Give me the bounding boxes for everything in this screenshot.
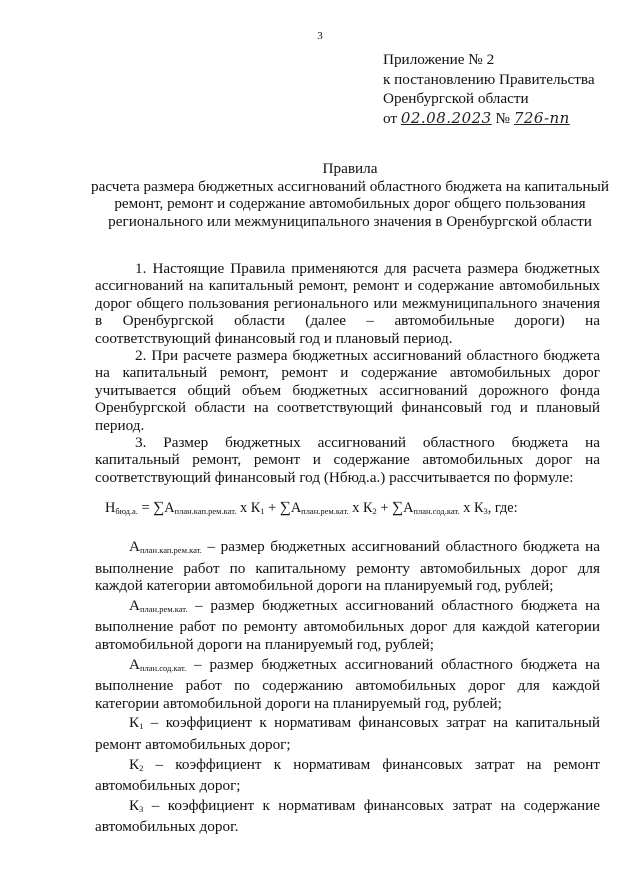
definition-symbol: К (129, 755, 140, 773)
paragraph-2: 2. При расчете размера бюджетных ассигнований областного бюджета на капитальный ремонт, ремонт и содержание автомобильных дорог учитывается общий объем бюджетных ассигнований дорожного фонда Оренбургской области на соответствующий финансовый год и плановый период. (95, 347, 600, 434)
definition-symbol: А (129, 538, 140, 555)
formula-k3-sub: 3 (483, 506, 488, 516)
formula-a3: А (403, 500, 414, 516)
formula-lhs-sub: бюд.а. (115, 506, 138, 516)
definition-symbol: К (129, 796, 140, 814)
formula-tail: , где: (487, 500, 518, 516)
page-number: 3 (317, 30, 323, 42)
sum-symbol: ∑ (279, 499, 291, 516)
appendix-line-1: Приложение № 2 (383, 51, 495, 68)
formula-a1-sub: план.кап.рем.кат. (174, 506, 237, 516)
formula-lhs: Н (105, 500, 116, 516)
formula-times: x (463, 500, 471, 516)
formula-k3: К (473, 500, 484, 516)
formula-a2: А (290, 500, 302, 516)
document-title (90, 160, 610, 230)
handwritten-date: 02.08.2023 (400, 108, 492, 127)
appendix-date-line (383, 109, 595, 129)
definition-subscript: 2 (139, 762, 144, 773)
formula-k1: К (250, 500, 261, 516)
definition-subscript: план.кап.рем.кат. (139, 545, 202, 555)
handwritten-number: 726-пп (513, 108, 570, 127)
formula-times: x (239, 500, 248, 516)
definition-subscript: план.сод.кат. (139, 662, 187, 673)
definition-text: – коэффициент к нормативам финансовых затрат на капитальный ремонт автомобильных дорог; (95, 714, 600, 753)
appendix-line-2: к постановлению Правительства (383, 70, 595, 88)
definition-item (95, 797, 600, 836)
definition-item (95, 714, 600, 753)
definition-text: – размер бюджетных ассигнований областного бюджета на выполнение работ по содержанию автомобильных дорог для каждой категории автомобильной дороги на планируемый год, рублей; (95, 655, 600, 712)
definition-item (95, 656, 600, 713)
definition-item (95, 538, 600, 595)
main-text (95, 260, 600, 486)
paragraph-1: 1. Настоящие Правила применяются для расчета размера бюджетных ассигнований на капитальный ремонт, ремонт и содержание автомобильных дорог общего пользования регионального или межмуниципального значения в Оренбургской области (далее – автомобильные дороги) на соответствующий финансовый год и плановый период. (95, 260, 600, 347)
title-heading: Правила (322, 160, 378, 177)
definition-item (95, 756, 600, 795)
date-prefix: от (383, 109, 398, 127)
definition-text: – коэффициент к нормативам финансовых затрат на ремонт автомобильных дорог; (95, 755, 600, 795)
definition-subscript: 1 (139, 721, 144, 732)
formula-a3-sub: план.сод.кат. (413, 506, 460, 516)
definition-subscript: 3 (139, 803, 144, 814)
paragraph-3: 3. Размер бюджетных ассигнований областного бюджета на капитальный ремонт, ремонт и содержание автомобильных дорог на соответствующий финансовый год (Нбюд.а.) рассчитывается по формуле: (95, 434, 600, 486)
definition-text: – коэффициент к нормативам финансовых затрат на содержание автомобильных дорог. (95, 796, 600, 836)
number-prefix: № (495, 109, 511, 127)
formula-plus: + (380, 500, 389, 516)
formula-a1: А (164, 500, 175, 516)
formula-a2-sub: план.рем.кат. (301, 506, 349, 516)
definition-subscript: план.рем.кат. (139, 603, 188, 614)
appendix-header (383, 50, 595, 128)
formula-equals: = (141, 500, 150, 516)
formula-k1-sub: 1 (260, 506, 265, 516)
definition-symbol: А (129, 655, 140, 673)
definition-text: – размер бюджетных ассигнований областного бюджета на выполнение работ по капитальному ремонту автомобильных дорог для каждой категории автомобильной дороги на планируемый год, рублей; (95, 538, 600, 595)
formula-plus: + (268, 500, 277, 516)
formula-k2-sub: 2 (372, 506, 377, 516)
sum-symbol: ∑ (392, 499, 404, 516)
sum-symbol: ∑ (153, 499, 165, 516)
definitions (95, 538, 600, 838)
definition-symbol: А (129, 596, 140, 614)
definition-text: – размер бюджетных ассигнований областного бюджета на выполнение работ по ремонту автомобильных дорог для каждой категории автомобильной дороги на планируемый год, рублей; (95, 596, 600, 653)
formula-times: x (352, 500, 360, 516)
definition-symbol: К (129, 714, 140, 732)
appendix-line-3: Оренбургской области (383, 90, 529, 107)
formula-k2: К (362, 500, 373, 516)
formula (105, 499, 518, 517)
definition-item (95, 597, 600, 654)
title-subtitle: расчета размера бюджетных ассигнований областного бюджета на капитальный ремонт, ремонт и содержание автомобильных дорог общего пользования регионального или межмуниципального значения в Оренбургской области (90, 177, 610, 230)
